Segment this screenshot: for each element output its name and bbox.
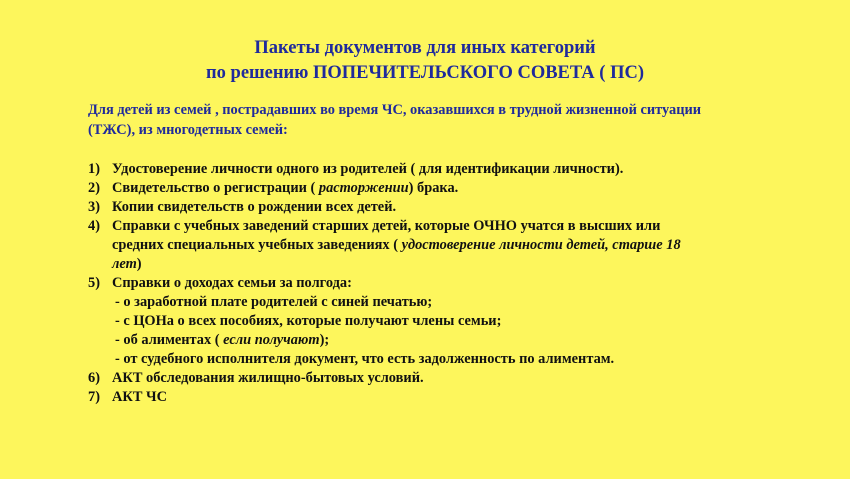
list-item-text-part: ) брака. <box>408 180 459 196</box>
list-item-text-line-3 <box>112 255 788 274</box>
list-item-text: АКТ обследования жилищно-бытовых условий. <box>112 370 424 386</box>
list-item <box>88 198 788 217</box>
list-item <box>88 217 788 274</box>
list-item-text-part: Свидетельство о регистрации ( <box>112 180 319 196</box>
list-item-text: АКТ ЧС <box>112 389 167 405</box>
list-item-text: Удостоверение личности одного из родителей ( для идентификации личности). <box>112 161 624 177</box>
list-item <box>88 160 788 179</box>
list-item-text-line-2 <box>112 236 788 255</box>
list-item-number: 2) <box>88 180 100 196</box>
sub-item <box>112 331 788 350</box>
list-item-text <box>112 180 458 196</box>
category-description-line-1: Для детей из семей , пострадавших во время ЧС, оказавшихся в трудной жизненной ситуации <box>88 102 702 118</box>
list-item-italic-text: лет <box>112 256 137 272</box>
list-item <box>88 274 788 369</box>
list-item-text: Копии свидетельств о рождении всех детей. <box>112 199 397 215</box>
list-item-number: 5) <box>88 275 100 291</box>
list-item-italic-text: удостоверение личности детей, старше 18 <box>401 237 681 253</box>
list-item-number: 7) <box>88 389 100 405</box>
page-title <box>0 36 850 86</box>
list-item <box>88 369 788 388</box>
list-item-number: 6) <box>88 370 100 386</box>
category-description <box>88 100 788 140</box>
list-item <box>88 179 788 198</box>
category-description-line-2: (ТЖС), из многодетных семей: <box>88 122 288 138</box>
list-item-number: 3) <box>88 199 100 215</box>
document-list <box>88 160 788 407</box>
sub-item-text-part: - об алиментах ( <box>115 332 224 348</box>
sub-item: - от судебного исполнителя документ, что есть задолженность по алиментам. <box>115 351 615 367</box>
sub-item-text-part: ); <box>319 332 330 348</box>
sub-item: - с ЦОНа о всех пособиях, которые получают члены семьи; <box>115 313 502 329</box>
list-item-text-line-1: Справки с учебных заведений старших детей, которые ОЧНО учатся в высших или <box>112 218 661 234</box>
list-item-number: 4) <box>88 218 100 234</box>
title-line-2: по решению ПОПЕЧИТЕЛЬСКОГО СОВЕТА ( ПС) <box>206 63 644 83</box>
title-line-1: Пакеты документов для иных категорий <box>254 38 596 58</box>
list-item-text-part: средних специальных учебных заведениях ( <box>112 237 402 253</box>
list-item <box>88 388 788 407</box>
list-item-number: 1) <box>88 161 100 177</box>
list-item-text: Справки о доходах семьи за полгода: <box>112 275 352 291</box>
sub-item: - о заработной плате родителей с синей печатью; <box>115 294 433 310</box>
list-item-italic-text: расторжении <box>318 180 409 196</box>
list-item-text-part: ) <box>136 256 142 272</box>
sub-item-italic-text: если получают <box>223 332 320 348</box>
